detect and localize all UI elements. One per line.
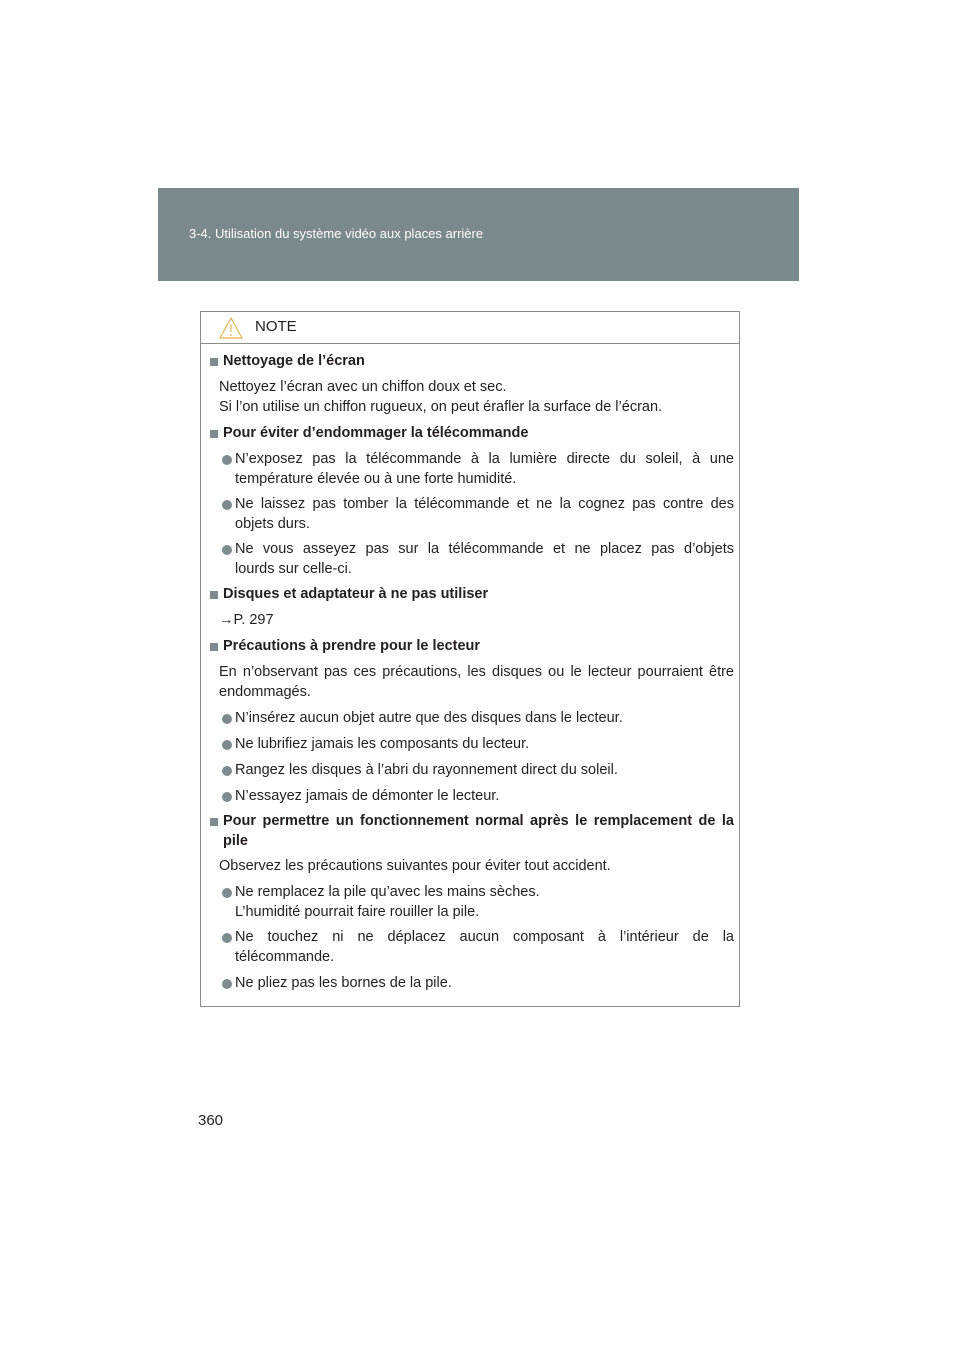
bullet-line: Ne touchez ni ne déplacez aucun composant à l’intérieur de la: [235, 929, 734, 945]
bullet-line: Ne pliez pas les bornes de la pile.: [235, 975, 452, 991]
note-box: [200, 311, 740, 1007]
section-heading: pile: [223, 833, 248, 849]
bullet-dot: [222, 714, 232, 724]
bullet-line: Ne lubrifiez jamais les composants du lecteur.: [235, 736, 530, 752]
bullet-dot: [222, 979, 232, 989]
bullet-line: Ne remplacez la pile qu’avec les mains sèches.: [235, 884, 540, 900]
bullet-line: température élevée ou à une forte humidité.: [235, 471, 517, 487]
bullet-line: Rangez les disques à l’abri du rayonnement direct du soleil.: [235, 762, 618, 778]
bullet-dot: [222, 455, 232, 465]
page-reference: →P. 297: [219, 612, 274, 628]
bullet-dot: [222, 766, 232, 776]
section-heading: Nettoyage de l’écran: [223, 353, 365, 369]
page-number: 360: [198, 1112, 224, 1129]
section-header-bar: [158, 188, 799, 281]
bullet-dot: [222, 545, 232, 555]
section-heading: Précautions à prendre pour le lecteur: [223, 638, 481, 654]
bullet-dot: [222, 500, 232, 510]
paragraph: endommagés.: [219, 684, 311, 700]
section-title: 3-4. Utilisation du système vidéo aux places arrière: [189, 226, 484, 241]
bullet-line: Ne laissez pas tomber la télécommande et ne la cognez pas contre des: [235, 496, 734, 512]
warning-triangle-icon: [219, 317, 243, 339]
paragraph: Nettoyez l’écran avec un chiffon doux et sec.: [219, 379, 507, 395]
paragraph: Observez les précautions suivantes pour éviter tout accident.: [219, 858, 611, 874]
bullet-dot: [222, 888, 232, 898]
bullet-line: N’essayez jamais de démonter le lecteur.: [235, 788, 500, 804]
bullet-line: Ne vous asseyez pas sur la télécommande et ne placez pas d’objets: [235, 541, 734, 557]
paragraph: Si l’on utilise un chiffon rugueux, on peut érafler la surface de l’écran.: [219, 399, 663, 415]
bullet-line: objets durs.: [235, 516, 310, 532]
bullet-line: N’insérez aucun objet autre que des disques dans le lecteur.: [235, 710, 623, 726]
bullet-line: télécommande.: [235, 949, 335, 965]
bullet-dot: [222, 933, 232, 943]
bullet-line: L’humidité pourrait faire rouiller la pile.: [235, 904, 480, 920]
paragraph: En n’observant pas ces précautions, les disques ou le lecteur pourraient être: [219, 664, 734, 680]
section-marker: [210, 591, 218, 599]
bullet-dot: [222, 792, 232, 802]
section-heading: Disques et adaptateur à ne pas utiliser: [223, 586, 489, 602]
section-marker: [210, 430, 218, 438]
bullet-dot: [222, 740, 232, 750]
note-title: NOTE: [255, 318, 297, 335]
note-header: [201, 312, 739, 344]
section-heading: Pour permettre un fonctionnement normal après le remplacement de la: [223, 813, 734, 829]
section-marker: [210, 358, 218, 366]
section-marker: [210, 818, 218, 826]
bullet-line: N’exposez pas la télécommande à la lumière directe du soleil, à une: [235, 451, 734, 467]
section-heading: Pour éviter d’endommager la télécommande: [223, 425, 529, 441]
section-marker: [210, 643, 218, 651]
bullet-line: lourds sur celle-ci.: [235, 561, 352, 577]
